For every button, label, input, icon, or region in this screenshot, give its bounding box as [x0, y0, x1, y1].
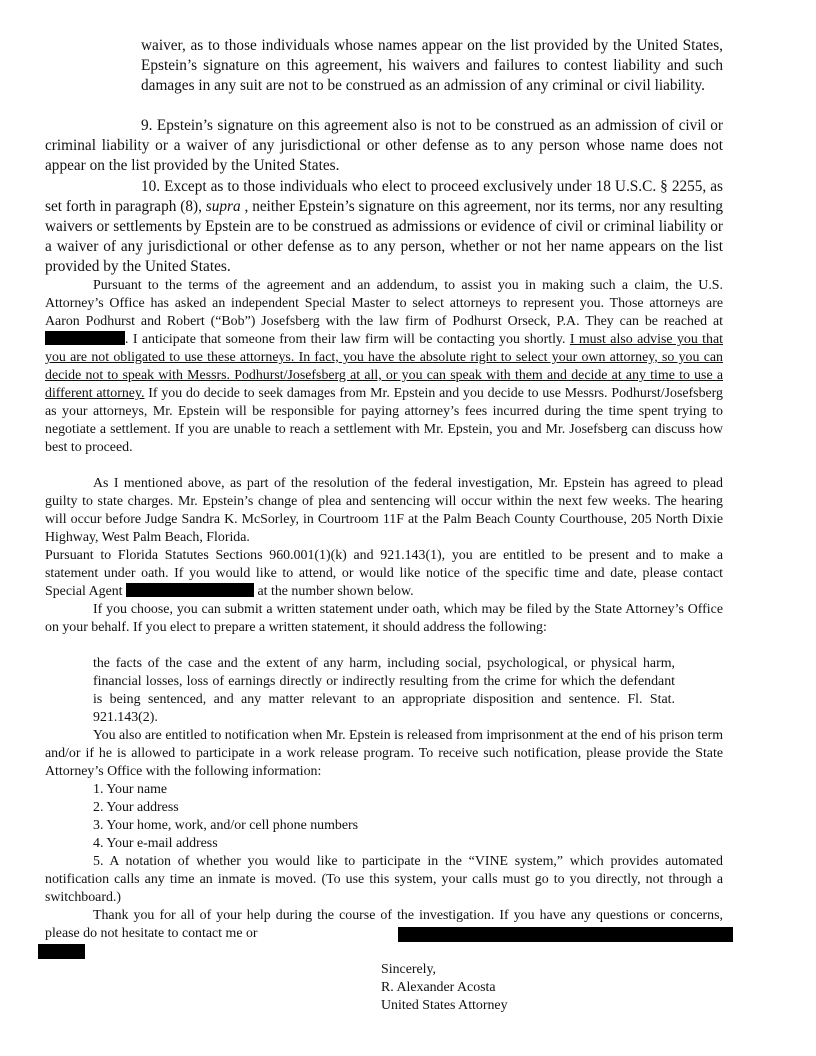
paragraph-10 — [45, 177, 723, 277]
paragraph-9: 9. Epstein’s signature on this agreement also is not to be construed as an admission of civil or criminal liability or a waiver of any jurisdictional or other defense as to any person whose name does not appear on the list provided by the United States. — [45, 117, 723, 175]
attorneys-text-b: . I anticipate that someone from their law firm will be contacting you shortly. — [125, 332, 570, 347]
redacted-agent-name — [126, 583, 254, 597]
paragraph-waiver-continuation: waiver, as to those individuals whose names appear on the list provided by the United States, Epstein’s signature on this agreement, his waivers and failures to contest liability and such damages in any suit are not to be construed as an admission of any criminal or civil liability. — [141, 37, 723, 95]
closing: Sincerely, — [381, 962, 437, 977]
paragraph-statement-contents: the facts of the case and the extent of any harm, including social, psychological, or physical harm, financial losses, loss of earnings directly or indirectly resulting from the crime for which the defendant is being sentenced, and any matter relevant to an appropriate disposition and sentence. Fl. Stat. 921.143(2). — [93, 656, 675, 725]
list-item: 3. Your home, work, and/or cell phone numbers — [93, 818, 359, 833]
statutes-text-a: Pursuant to Florida Statutes Sections 960.001(1)(k) and 921.143(1), you are entitled to be present and to make a statement under oath. If you would like to attend, or would like notice of the specific time and date, please contact Special Agent — [45, 548, 723, 599]
list-item: 1. Your name — [93, 782, 168, 797]
paragraph-attorneys — [45, 277, 723, 457]
redacted-phone-number — [45, 331, 125, 345]
statutes-text-b: at the number shown below. — [254, 584, 414, 599]
paragraph-release-notification: You also are entitled to notification when Mr. Epstein is released from imprisonment at the end of his prison term and/or if he is allowed to participate in a work release program. To receive such notification, please provide the State Attorney’s Office with the following information: — [45, 728, 723, 779]
paragraph-10-text-a: 10. Except as to those individuals who elect to proceed exclusively under 18 U.S.C. § 2255, as set forth in paragraph (8), — [45, 178, 723, 216]
list-item: 4. Your e-mail address — [93, 836, 218, 851]
paragraph-florida-statutes — [45, 547, 723, 601]
information-list — [93, 781, 358, 853]
paragraph-10-text-b: , neither Epstein’s signature on this agreement, nor its terms, nor any resulting waivers or settlements by Epstein are to be construed as admissions or evidence of civil or criminal liability or a waiver of any jurisdictional or other defense as to any person, whether or not her name appears on the list provided by the United States. — [45, 198, 724, 276]
attorneys-text-c: If you do decide to seek damages from Mr. Epstein and you decide to use Messrs. Podhurst/Josefsberg as your attorneys, Mr. Epstein will be responsible for paying attorney’s fees incurred during the time spent trying to negotiate a settlement. If you are unable to reach a settlement with Mr. Epstein, you and Mr. Josefsberg can discuss how best to proceed. — [45, 386, 723, 455]
underlined-advisory: I must also advise you that you are not obligated to use these attorneys. In fact, you have the absolute right to select your own attorney, so you can decide not to speak with Messrs. Podhurst/Josefsberg at all, or you can speak with them and decide at any time to use a different attorney. — [45, 332, 724, 401]
attorneys-text-a: Pursuant to the terms of the agreement and an addendum, to assist you in making such a claim, the U.S. Attorney’s Office has asked an independent Special Master to select attorneys to represent you. Those attorneys are Aaron Podhurst and Robert (“Bob”) Josefsberg with the law firm of Podhurst Orseck, P.A. They can be reached at — [45, 278, 723, 329]
signer-name: R. Alexander Acosta — [381, 980, 496, 995]
paragraph-vine-system: 5. A notation of whether you would like to participate in the “VINE system,” which provides automated notification calls any time an inmate is moved. (To use this system, your calls must go to you directly, not through a switchboard.) — [45, 854, 723, 905]
thank-you-text: Thank you for all of your help during the course of the investigation. If you have any questions or concerns, please do not hesitate to contact me or — [45, 908, 723, 941]
paragraph-plea: As I mentioned above, as part of the resolution of the federal investigation, Mr. Epstein has agreed to plead guilty to state charges. Mr. Epstein’s change of plea and sentencing will occur within the next few weeks. The hearing will occur before Judge Sandra K. McSorley, in Courtroom 11F at the Palm Beach County Courthouse, 205 North Dixie Highway, West Palm Beach, Florida. — [45, 476, 723, 545]
list-item: 2. Your address — [93, 800, 179, 815]
paragraph-written-statement: If you choose, you can submit a written statement under oath, which may be filed by the State Attorney’s Office on your behalf. If you elect to prepare a written statement, it should address the following: — [45, 602, 723, 635]
redacted-contact-info-tail — [38, 944, 85, 959]
signature-block — [381, 961, 508, 1015]
supra-italic: supra — [205, 198, 241, 216]
signer-title: United States Attorney — [381, 998, 508, 1013]
redacted-contact-info — [398, 927, 733, 942]
